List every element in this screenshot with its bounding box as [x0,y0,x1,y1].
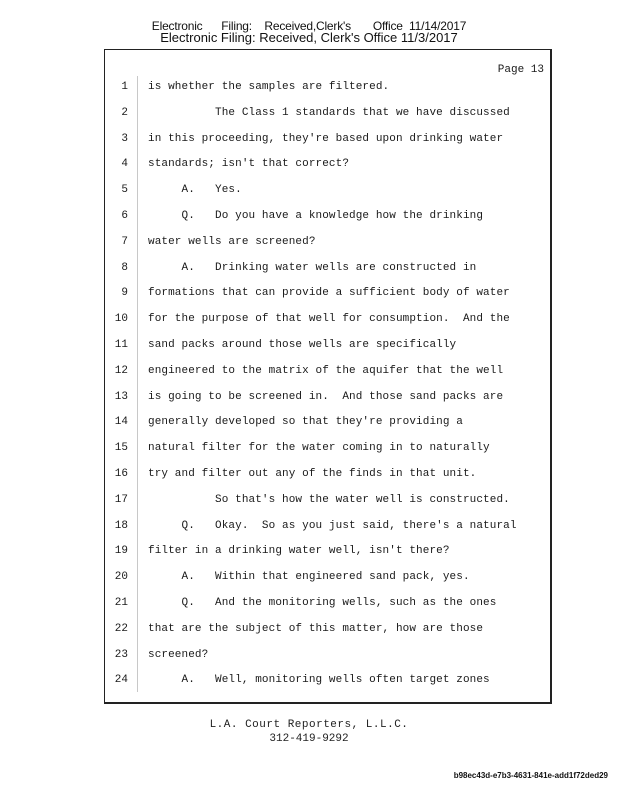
line-number: 19 [114,545,128,557]
line-number: 10 [114,313,128,325]
line-number: 21 [114,597,128,609]
line-number: 22 [114,623,128,635]
transcript-line: A. Yes. [148,184,242,196]
line-number: 6 [121,210,128,222]
transcript-line: Q. And the monitoring wells, such as the ones [148,597,497,609]
line-number: 8 [121,262,128,274]
transcript-line: in this proceeding, they're based upon drinking water [148,133,504,145]
line-number: 15 [114,442,128,454]
line-number: 1 [121,81,128,93]
line-number: 23 [114,649,128,661]
transcript-line: Q. Okay. So as you just said, there's a natural [148,520,517,532]
transcript-line: So that's how the water well is constructed. [148,494,510,506]
transcript-line: that are the subject of this matter, how are those [148,623,484,635]
page-number: Page 13 [497,64,544,76]
transcript-line: water wells are screened? [148,236,316,248]
court-reporter-name: L.A. Court Reporters, L.L.C. [209,719,409,731]
court-reporter-phone: 312-419-9292 [269,733,349,745]
line-number: 16 [114,468,128,480]
transcript-line: The Class 1 standards that we have discussed [148,107,510,119]
line-number: 20 [114,571,128,583]
filing-stamp-secondary: Electronic Filing: Received, Clerk's Office 11/3/2017 [160,30,458,45]
line-number: 12 [114,365,128,377]
line-number: 7 [121,236,128,248]
transcript-line: natural filter for the water coming in to naturally [148,442,490,454]
line-number: 13 [114,391,128,403]
line-number: 4 [121,158,128,170]
filing-stamp-primary: Electronic Filing: Received,Clerk's Office 11/14/2017 [151,19,467,33]
transcript-line: A. Well, monitoring wells often target zones [148,674,490,686]
line-number: 18 [114,520,128,532]
line-number: 24 [114,674,128,686]
transcript-line: filter in a drinking water well, isn't there? [148,545,450,557]
line-number: 17 [114,494,128,506]
transcript-line: A. Drinking water wells are constructed in [148,262,477,274]
line-number: 3 [121,133,128,145]
document-hash: b98ec43d-e7b3-4631-841e-add1f72ded29 [453,771,608,780]
transcript-line: try and filter out any of the finds in that unit. [148,468,477,480]
transcript-line: sand packs around those wells are specifically [148,339,457,351]
transcript-line: A. Within that engineered sand pack, yes. [148,571,470,583]
transcript-line: Q. Do you have a knowledge how the drinking [148,210,484,222]
transcript-line: screened? [148,649,209,661]
transcript-line: formations that can provide a sufficient body of water [148,287,510,299]
transcript-line: is whether the samples are filtered. [148,81,390,93]
transcript-line: engineered to the matrix of the aquifer that the well [148,365,504,377]
transcript-line: for the purpose of that well for consumption. And the [148,313,510,325]
line-number-divider [137,76,138,692]
line-number: 14 [114,416,128,428]
transcript-line: is going to be screened in. And those sand packs are [148,391,504,403]
line-number: 5 [121,184,128,196]
line-number: 11 [114,339,128,351]
line-number: 2 [121,107,128,119]
line-number: 9 [121,287,128,299]
transcript-line: standards; isn't that correct? [148,158,350,170]
transcript-line: generally developed so that they're providing a [148,416,463,428]
